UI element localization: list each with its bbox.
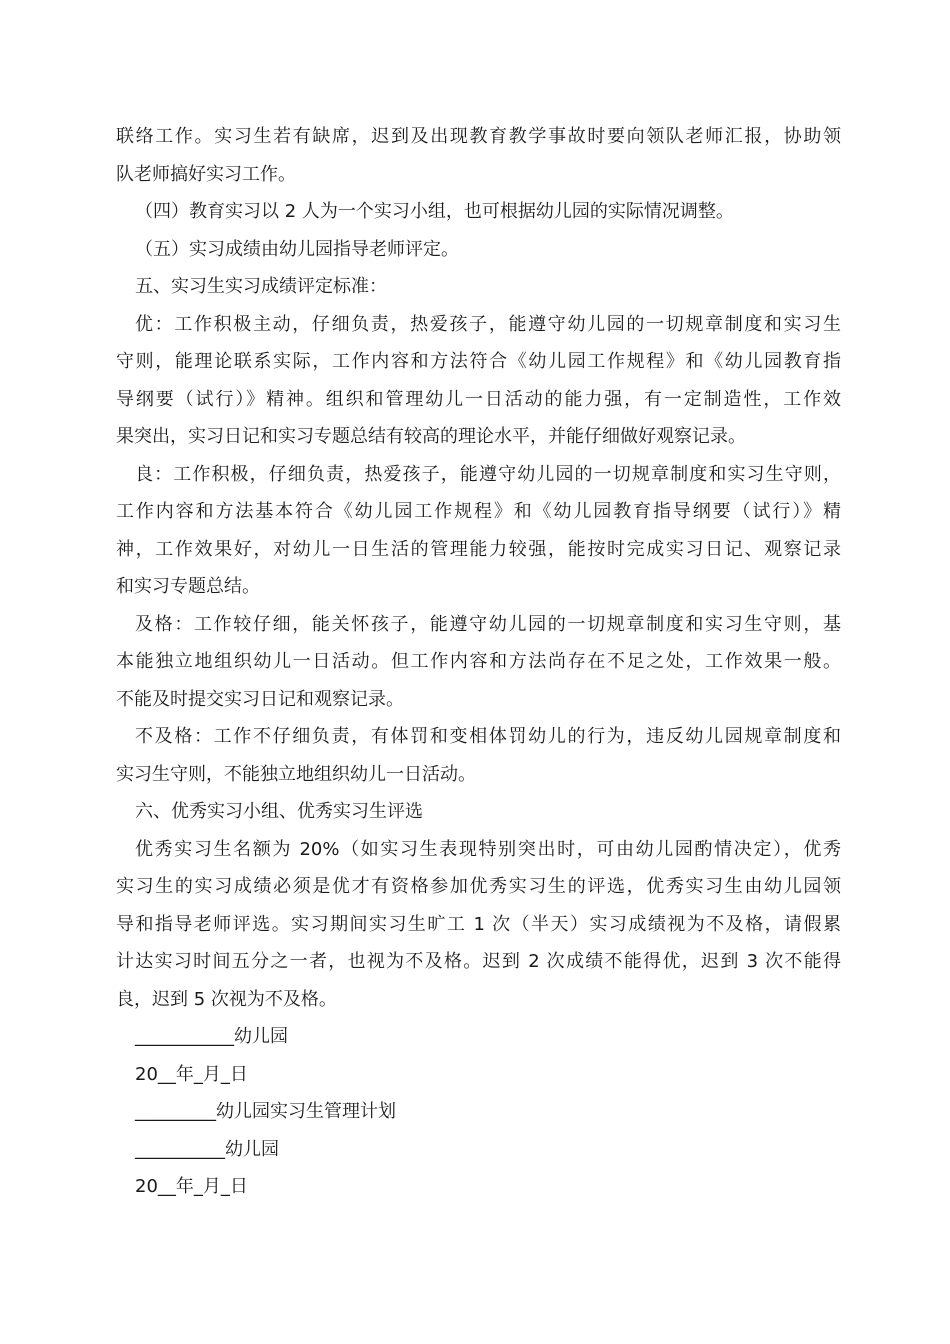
paragraph-line: （五）实习成绩由幼儿园指导老师评定。 [135, 238, 459, 260]
paragraph-line: 神，工作效果好，对幼儿一日生活的管理能力较强，能按时完成实习日记、观察记录 [116, 538, 841, 560]
section-heading: 五、实习生实习成绩评定标准： [135, 276, 387, 297]
paragraph-line: 不能及时提交实习日记和观察记录。 [116, 688, 404, 710]
paragraph-line: 工作内容和方法基本符合《幼儿园工作规程》和《幼儿园教育指导纲要（试行）》精 [116, 501, 841, 522]
paragraph-line: 不及格：工作不仔细负责，有体罚和变相体罚幼儿的行为，违反幼儿园规章制度和 [135, 726, 841, 747]
paragraph-line: 和实习专题总结。 [116, 576, 260, 597]
paragraph-line: 联络工作。实习生若有缺席，迟到及出现教育教学事故时要向领队老师汇报，协助领 [116, 126, 841, 147]
paragraph-line: 实习生守则，不能独立地组织幼儿一日活动。 [116, 763, 476, 785]
paragraph-line: 良，迟到 5 次视为不及格。 [116, 988, 337, 1010]
section-heading: 六、优秀实习小组、优秀实习生评选 [135, 801, 423, 822]
signature-date: 20__年_月_日 [135, 1063, 248, 1085]
paragraph-line: 计达实习时间五分之一者，也视为不及格。迟到 2 次成绩不能得优，迟到 3 次不能得 [116, 951, 841, 972]
paragraph-line: 及格：工作较仔细，能关怀孩子，能遵守幼儿园的一切规章制度和实习生守则，基 [135, 613, 841, 635]
paragraph-line: 实习生的实习成绩必须是优才有资格参加优秀实习生的评选，优秀实习生由幼儿园领 [116, 876, 841, 897]
signature-kindergarten: ___________幼儿园 [135, 1026, 288, 1047]
paragraph-line: 导和指导老师评选。实习期间实习生旷工 1 次（半天）实习成绩视为不及格，请假累 [116, 913, 841, 935]
paragraph-line: 守则，能理论联系实际，工作内容和方法符合《幼儿园工作规程》和《幼儿园教育指 [116, 351, 841, 372]
paragraph-line: 果突出，实习日记和实习专题总结有较高的理论水平，并能仔细做好观察记录。 [116, 426, 746, 447]
document-body [116, 118, 841, 1206]
paragraph-line: （四）教育实习以 2 人为一个实习小组，也可根据幼儿园的实际情况调整。 [135, 201, 734, 222]
signature-date: 20__年_月_日 [135, 1176, 248, 1197]
paragraph-line: 优秀实习生名额为 20%（如实习生表现特别突出时，可由幼儿园酌情决定），优秀 [135, 838, 841, 860]
paragraph-line: 良：工作积极，仔细负责，热爱孩子，能遵守幼儿园的一切规章制度和实习生守则， [135, 463, 841, 485]
paragraph-line: 队老师搞好实习工作。 [116, 163, 296, 185]
paragraph-line: 导纲要（试行）》精神。组织和管理幼儿一日活动的能力强，有一定制造性，工作效 [116, 388, 841, 410]
plan-title: _________幼儿园实习生管理计划 [135, 1101, 396, 1122]
paragraph-line: 本能独立地组织幼儿一日活动。但工作内容和方法尚存在不足之处，工作效果一般。 [116, 651, 841, 672]
signature-kindergarten: __________幼儿园 [135, 1138, 279, 1160]
paragraph-line: 优：工作积极主动，仔细负责，热爱孩子，能遵守幼儿园的一切规章制度和实习生 [135, 313, 841, 335]
